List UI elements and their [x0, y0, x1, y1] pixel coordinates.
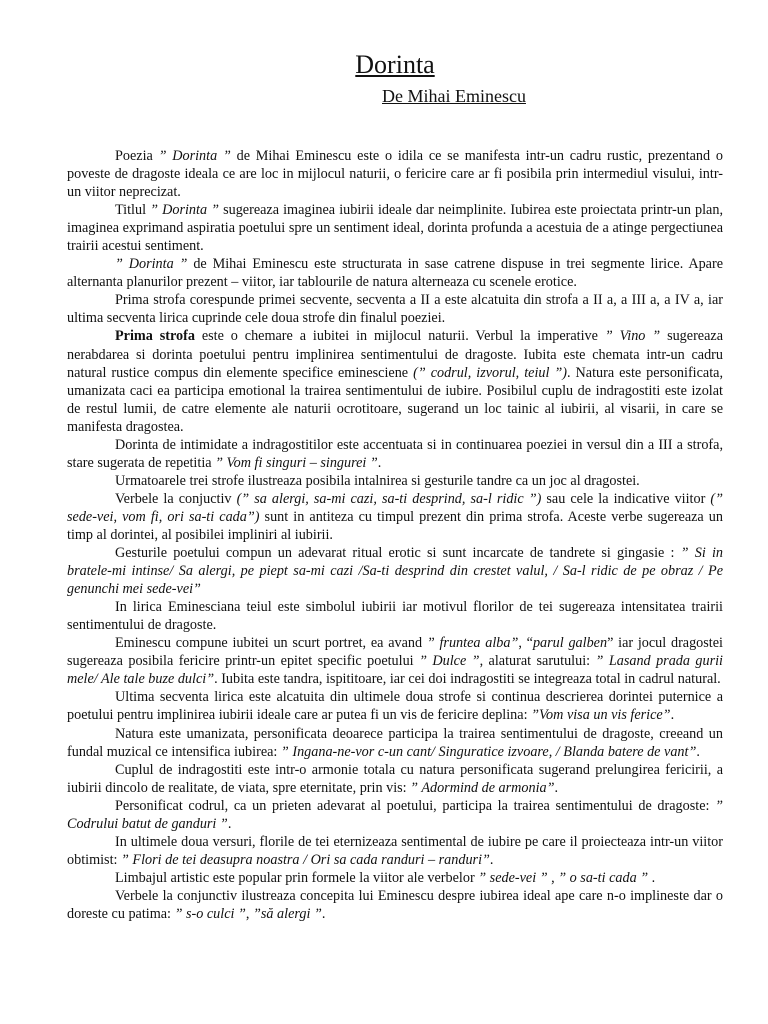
text-run: sau cele la indicative viitor — [541, 490, 711, 507]
quote: ” Dulce ” — [419, 653, 480, 670]
paragraph — [67, 688, 723, 724]
paragraph — [67, 201, 723, 255]
text-run: . — [321, 905, 326, 922]
text-run: de Mihai Eminescu este structurata in sase catrene dispuse in trei segmente lirice. Apare alternanta planurilor prezent – viitor, iar tablourile de natura alterneaza cu scenele erotice. — [67, 256, 723, 291]
quote: (” codrul, izvorul, teiul ”) — [413, 364, 568, 381]
text-run: este o chemare a iubitei in mijlocul naturii. Verbul la imperative — [194, 328, 605, 345]
paragraph — [67, 761, 723, 797]
text-run: Verbele la conjunctiv ilustreaza concepita lui Eminescu despre iubirea ideal ape care n-o implineste dar o doreste cu patima: — [67, 887, 723, 922]
quote: ” Dorinta ” — [150, 202, 220, 219]
text-run: de Mihai Eminescu este o idila ce se manifesta intr-un cadru rustic, prezentand o poveste de dragoste ideala ce are loc in mijlocul naturii, o fericire care ar fi posibila prin intermediul visului, intr-un viitor neprecizat. — [67, 148, 723, 201]
paragraph: In lirica Eminesciana teiul este simbolul iubirii iar motivul florilor de tei sugereaza intensitatea trairii sentimentului de dragoste. — [67, 599, 723, 634]
quote: parul galben — [532, 635, 608, 652]
text-run: Ultima secventa lirica este alcatuita din ultimele doua strofe si continua descrierea dorintei puternice a poetului pentru implinirea iubirii ideale care ar putea fi un vis de fericire deplina: — [67, 689, 723, 724]
text-run: Eminescu compune iubitei un scurt portret, ea avand — [115, 635, 427, 652]
bold-phrase: Prima strofa — [115, 328, 195, 345]
text-run: sugereaza imaginea iubirii ideale dar neimplinite. Iubirea este proiectata printr-un plan, imaginea exprimand aspiratia poetului spre un sentiment ideal, dorinta profunda a acestuia de a atinge pergectiunea trairii acestui sentiment. — [67, 202, 723, 255]
paragraph — [67, 869, 723, 887]
text-run: . Natura este personificata, umanizata caci ea participa emotional la trairea sentimentului de iubire. Posibilul cuplu de indragostiti este izolat de restul lumii, de catre elemente ale naturii ocrotitoare, sugerand un loc tainic al iubirii, al visarii, in care se manifesta dragostea. — [67, 364, 723, 435]
quote: ” Ingana-ne-vor c-un cant/ Singuratice izvoare, / Blanda batere de vant” — [280, 743, 697, 760]
quote: ” Dorinta ” — [158, 148, 231, 164]
quote: ” Adormind de armonia” — [410, 779, 555, 796]
text-run: . — [648, 869, 656, 886]
text-run: . — [554, 779, 559, 796]
text-run: , “ — [518, 635, 533, 652]
quote: ” Vom fi singuri – singurei ” — [215, 454, 378, 471]
quote: ” Si in bratele-mi intinse/ Sa alergi, pe piept sa-mi cazi /Sa-ti desprind din crestet valul, / Sa-l ridic de pe obraz / Pe genunchi mei sede-vei” — [67, 545, 723, 598]
quote: ” Dorinta ” — [115, 256, 188, 273]
text-run: Gesturile poetului compun un adevarat ritual erotic si sunt incarcate de tandrete si gingasie : — [115, 545, 681, 562]
paragraph — [67, 833, 723, 869]
text-run: , alaturat sarutului: — [479, 653, 596, 670]
text-run: Titlul — [115, 202, 151, 219]
document-author: De Mihai Eminescu — [382, 86, 526, 106]
quote: ” fruntea alba” — [426, 635, 519, 652]
paragraph — [67, 634, 723, 688]
text-run: Verbele la conjuctiv — [115, 490, 237, 507]
quote: ”Vom visa un vis ferice” — [531, 707, 671, 724]
text-run: . — [670, 707, 675, 724]
text-run: , — [245, 905, 253, 922]
text-run: In ultimele doua versuri, florile de tei eternizeaza sentimental de iubire pe care il proiecteaza intr-un viitor obtimist: — [67, 833, 723, 868]
paragraph — [67, 436, 723, 472]
paragraph: Urmatoarele trei strofe ilustreaza posibila intalnirea si gesturile tandre ca un joc al dragostei. — [115, 472, 640, 489]
text-run: . — [227, 815, 232, 832]
paragraph — [67, 544, 723, 598]
text-run: Cuplul de indragostiti este intr-o armonie totala cu natura personificata sugerand prelungirea fericirii, a iubirii dincolo de realitate, de viata, spre eternitate, prin vis: — [67, 761, 723, 796]
text-run: . — [489, 851, 494, 868]
text-run: . — [696, 743, 700, 760]
quote: (” sa alergi, sa-mi cazi, sa-ti desprind, sa-l ridic ”) — [236, 490, 542, 507]
text-run: Poezia — [115, 148, 159, 164]
quote: (” sede-vei, vom fi, ori sa-ti cada”) — [67, 490, 723, 525]
paragraph — [67, 725, 723, 761]
text-run: Natura este umanizata, personificata deoarece participa la trairea sentimentului de dragoste, creeand un fundal muzical ce intensifica iubirea: — [67, 725, 723, 760]
paragraph — [67, 327, 723, 435]
quote: ” sede-vei ” — [478, 869, 548, 886]
quote: ” Flori de tei deasupra noastra / Ori sa cada randuri – randuri” — [121, 851, 490, 868]
text-run: . Iubita este tandra, ispititoare, iar cei doi indragostiti se integreaza total in cadrul natural. — [214, 671, 721, 688]
quote: ” s-o culci ” — [174, 905, 246, 922]
text-run: . — [377, 454, 382, 471]
quote: ” Lasand prada gurii mele/ Ale tale buze dulci” — [67, 653, 723, 688]
text-run: sugereaza nerabdarea si dorinta poetului pentru implinirea sentimentului de dragoste. Iubita este chemata intr-un cadru natural rustice compus din elemente specifice eminesciene — [67, 328, 723, 381]
text-run: ” iar jocul dragostei sugereaza posibila fericire printr-un epitet specific poetului — [67, 635, 723, 670]
paragraph — [67, 147, 723, 201]
text-run: sunt in antiteza cu timpul prezent din prima strofa. Aceste verbe sugereaza un timp al dorintei, al posibilei impliniri al iubirii. — [67, 508, 723, 543]
document-title: Dorinta — [355, 50, 435, 79]
quote: ” o sa-ti cada ” — [558, 869, 649, 886]
quote: ” Codrului batut de ganduri ” — [67, 797, 723, 832]
paragraph: Prima strofa corespunde primei secvente, secventa a II a este alcatuita din strofa a II a, a III a, a IV a, iar ultima secventa lirica cuprinde cele doua strofe din finalul poeziei. — [67, 292, 723, 327]
paragraph — [67, 255, 723, 291]
text-run: Limbajul artistic este popular prin formele la viitor ale verbelor — [115, 869, 479, 886]
quote: ”să alergi ” — [253, 905, 322, 922]
paragraph — [67, 490, 723, 544]
text-run: Personificat codrul, ca un prieten adevarat al poetului, participa la trairea sentimentului de dragoste: — [115, 797, 716, 814]
quote: ” Vino ” — [604, 328, 661, 345]
paragraph — [67, 887, 723, 923]
text-run: , — [547, 869, 559, 886]
document-body — [67, 147, 723, 923]
paragraph — [67, 797, 723, 833]
text-run: Dorinta de intimidate a indragostitilor este accentuata si in continuarea poeziei in versul din a III a strofa, stare sugerata de repetitia — [67, 436, 723, 471]
